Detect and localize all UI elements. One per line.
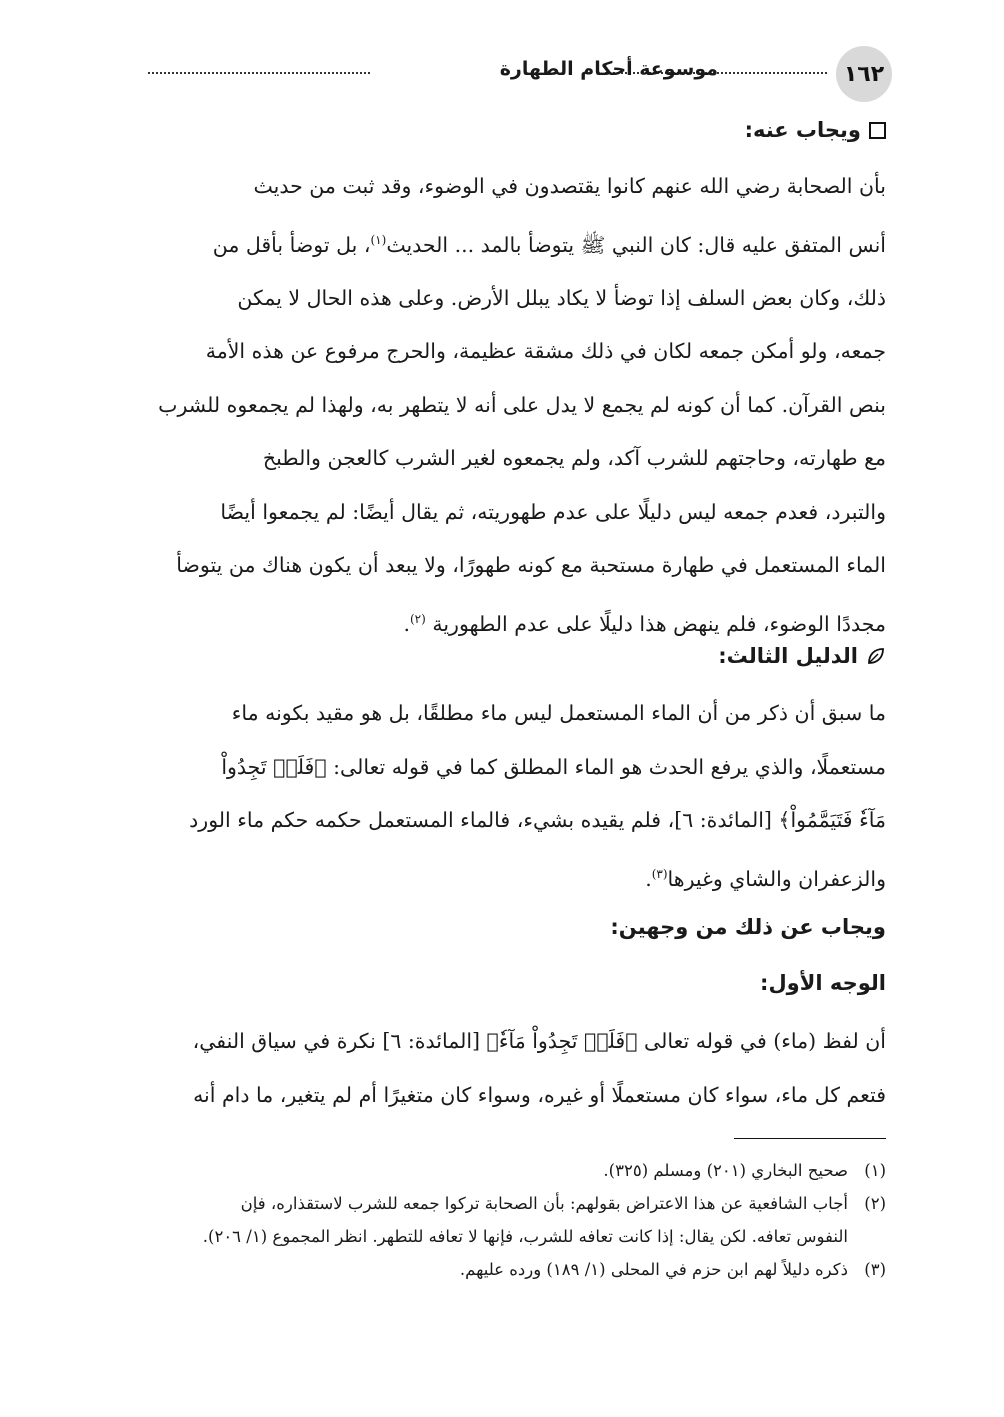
footnote-text: صحيح البخاري (٢٠١) ومسلم (٣٢٥).	[603, 1161, 848, 1180]
footnote-3	[148, 1253, 886, 1286]
paragraph-first-aspect	[148, 1015, 886, 1122]
page-number: ١٦٢	[843, 61, 885, 87]
footnote-separator	[734, 1138, 886, 1139]
text-line: ما سبق أن ذكر من أن الماء المستعمل ليس ماء مطلقًا، بل هو مقيد بكونه ماء	[231, 701, 886, 725]
leaf-bullet-icon	[866, 646, 886, 666]
footnote-text: أجاب الشافعية عن هذا الاعتراض بقولهم: بأن الصحابة تركوا جمعه للشرب لاستقذاره، فإن	[240, 1194, 848, 1213]
text-line: الماء المستعمل في طهارة مستحبة مع كونه طهورًا، ولا يبعد أن يكون هناك من يتوضأ	[176, 553, 886, 578]
footnote-ref-2[interactable]: (٢)	[409, 611, 426, 626]
text-line: مع طهارته، وحاجتهم للشرب آكد، ولم يجمعوه لغير الشرب كالعجن والطبخ	[262, 446, 886, 471]
text-segment: .	[403, 611, 410, 636]
text-line: والتبرد، فعدم جمعه ليس دليلًا على عدم طهوريته، ثم يقال أيضًا: لم يجمعوا أيضًا	[220, 499, 886, 524]
paragraph-third-evidence	[148, 687, 886, 906]
text-segment: والزعفران والشاي وغيرها	[667, 866, 886, 891]
footnote-text: ذكره دليلاً لهم ابن حزم في المحلى (١/ ١٨٩) ورده عليهم.	[459, 1260, 848, 1279]
section-heading-reply	[148, 115, 886, 145]
heading-text: الوجه الأول:	[760, 971, 886, 995]
footnote-text: النفوس تعافه. لكن يقال: إذا كانت تعافه للشرب، فإنها لا تعافه للتطهر. انظر المجموع (١/ ٢٠٦).	[202, 1227, 848, 1246]
text-line: ذلك، وكان بعض السلف إذا توضأ لا يكاد يبلل الأرض. وعلى هذه الحال لا يمكن	[237, 285, 886, 310]
section-heading-third-evidence	[148, 641, 886, 671]
running-header-title: موسوعة أحكام الطهارة	[499, 58, 718, 80]
text-line	[148, 214, 886, 272]
heading-text: الدليل الثالث:	[718, 644, 858, 668]
footnote-number: (٣)	[864, 1260, 886, 1279]
text-line	[148, 848, 886, 906]
section-heading-first-aspect	[148, 968, 886, 998]
text-segment: ، بل توضأ بأقل من	[212, 232, 371, 257]
footnotes	[148, 1154, 886, 1286]
header-dotted-rule-left	[148, 72, 370, 74]
heading-text: ويجاب عن ذلك من وجهين:	[610, 915, 886, 939]
text-line: جمعه، ولو أمكن جمعه لكان في ذلك مشقة عظيمة، والحرج مرفوع عن هذه الأمة	[205, 339, 886, 364]
text-line: فتعم كل ماء، سواء كان مستعملًا أو غيره، وسواء كان متغيرًا أم لم يتغير، ما دام أنه	[193, 1082, 886, 1107]
footnote-ref-1[interactable]: (١)	[370, 232, 387, 247]
footnote-number: (١)	[864, 1161, 886, 1180]
text-line: مستعملًا، والذي يرفع الحدث هو الماء المطلق كما في قوله تعالى: ﴿فَلَمۡ تَجِدُواْ	[221, 754, 886, 779]
text-segment: أنس المتفق عليه قال: كان النبي ﷺ يتوضأ بالمد ... الحديث	[386, 232, 886, 257]
page-number-badge	[836, 46, 892, 102]
text-segment: .	[645, 866, 652, 891]
heading-text: ويجاب عنه:	[744, 118, 861, 142]
text-line: بأن الصحابة رضي الله عنهم كانوا يقتصدون في الوضوء، وقد ثبت من حديث	[253, 174, 886, 198]
footnote-ref-3[interactable]: (٣)	[651, 866, 668, 881]
footnote-1	[148, 1154, 886, 1187]
footnote-2	[148, 1187, 886, 1253]
text-line: بنص القرآن. كما أن كونه لم يجمع لا يدل على أنه لا يتطهر به، ولهذا لم يجمعوه للشرب	[158, 392, 886, 417]
paragraph-reply	[148, 160, 886, 651]
footnote-number: (٢)	[864, 1194, 886, 1213]
text-line: مَآءٗ فَتَيَمَّمُواْ﴾ [المائدة: ٦]، فلم يقيده بشيء، فالماء المستعمل حكمه حكم ماء الورد	[189, 808, 886, 832]
text-segment: مجددًا الوضوء، فلم ينهض هذا دليلًا على عدم الطهورية	[432, 611, 886, 636]
text-line: أن لفظ (ماء) في قوله تعالى ﴿فَلَمۡ تَجِدُواْ مَآءٗ﴾ [المائدة: ٦] نكرة في سياق النفي،	[192, 1029, 886, 1053]
checkbox-bullet-icon	[869, 122, 886, 139]
section-heading-two-answers	[148, 912, 886, 942]
